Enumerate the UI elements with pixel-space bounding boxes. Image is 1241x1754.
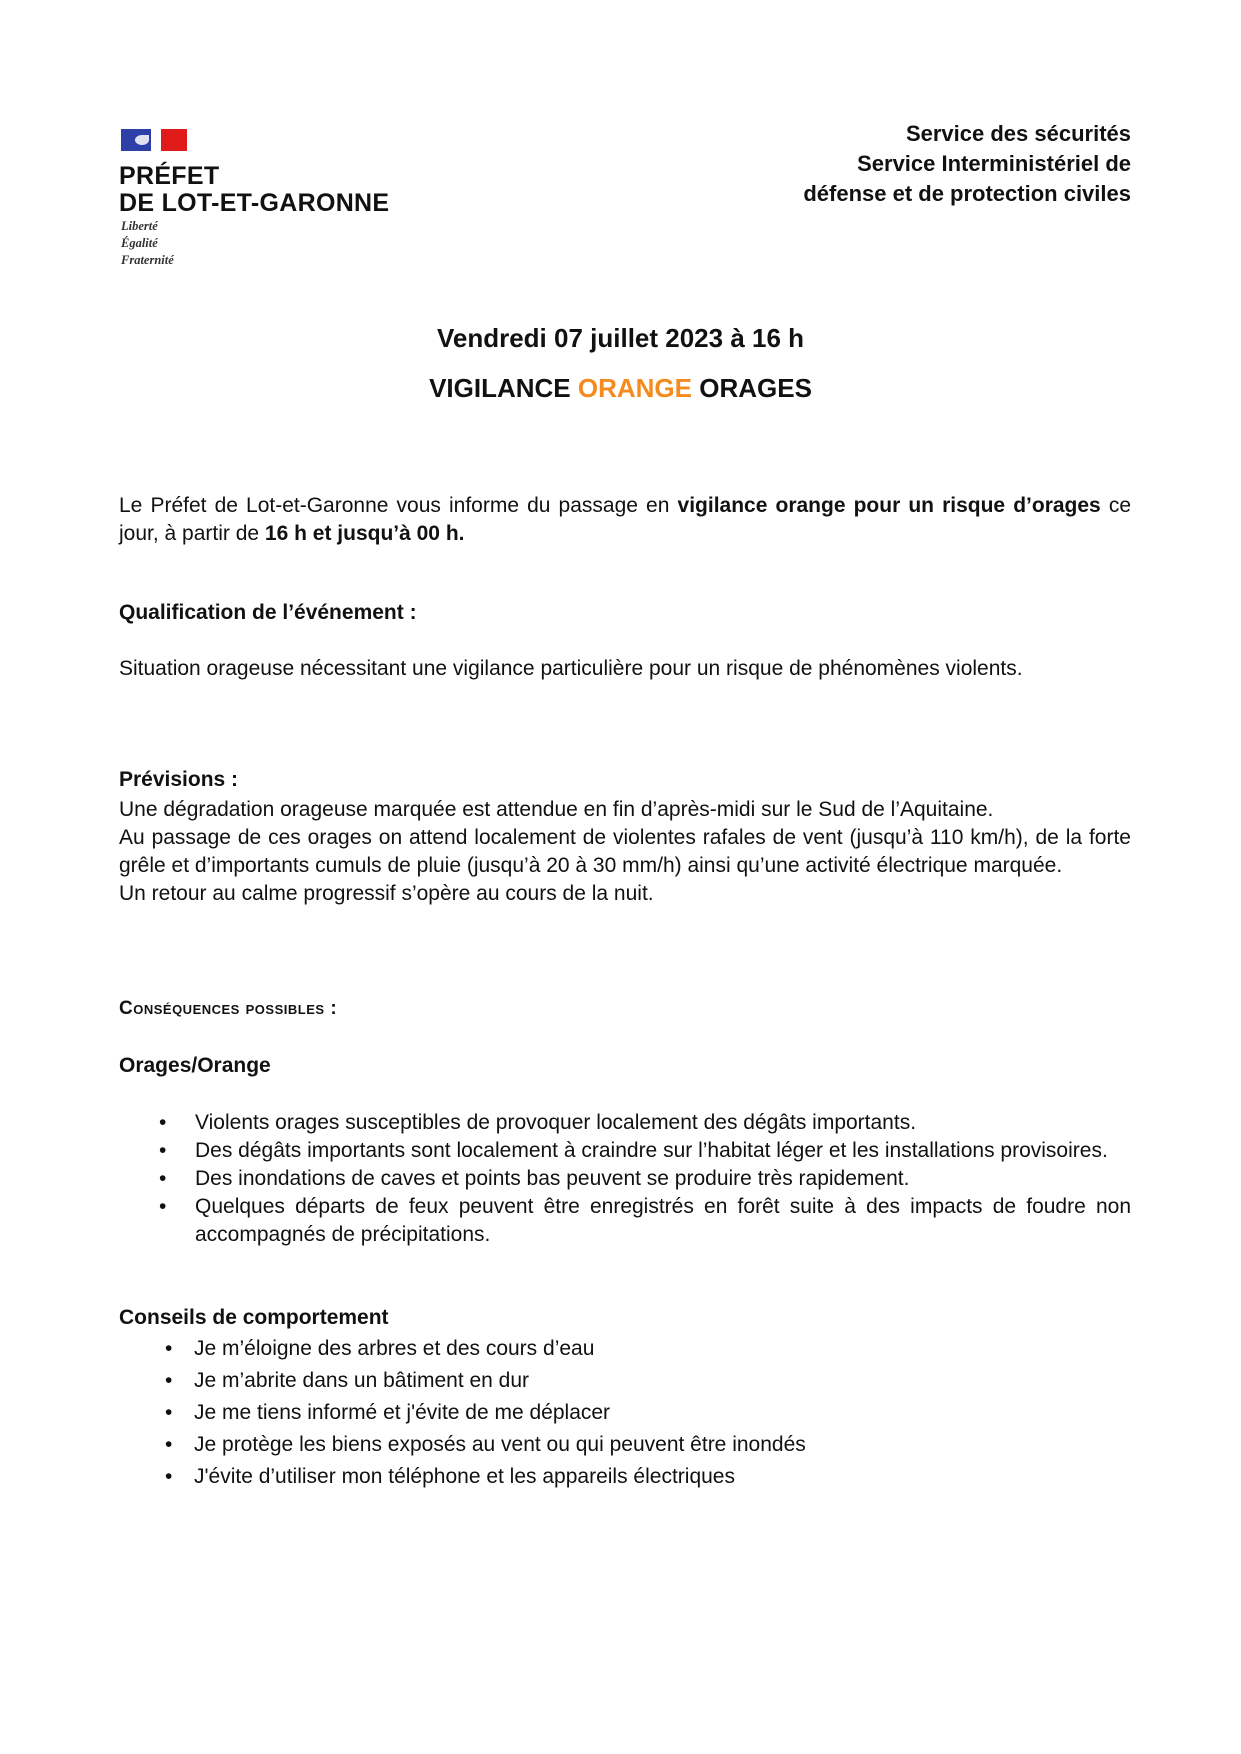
- motto-fraternite: Fraternité: [121, 253, 174, 267]
- conseil-item: • J'évite d’utiliser mon téléphone et les appareils électriques: [119, 1461, 1130, 1493]
- conseil-item: • Je protège les biens exposés au vent ou qui peuvent être inondés: [119, 1429, 1130, 1461]
- logo-title-line1: PRÉFET: [119, 162, 220, 190]
- conseil-item: • Je me tiens informé et j'évite de me déplacer: [119, 1397, 1130, 1429]
- consequences-heading: Conséquences possibles :: [119, 998, 338, 1019]
- consequence-item: • Des dégâts importants sont localement à craindre sur l’habitat léger et les installations provisoires.: [119, 1137, 1131, 1165]
- service-line-3: défense et de protection civiles: [803, 181, 1131, 206]
- flag-red: [161, 129, 187, 151]
- motto-liberte: Liberté: [121, 219, 158, 233]
- conseils-list: [119, 1333, 1130, 1493]
- prevision-line: Une dégradation orageuse marquée est attendue en fin d’après-midi sur le Sud de l’Aquitaine.: [119, 798, 994, 821]
- intro-bold-2: 16 h et jusqu’à 00 h.: [264, 522, 465, 545]
- conseils-heading: Conseils de comportement: [119, 1306, 389, 1329]
- previsions-heading: Prévisions :: [119, 768, 239, 791]
- consequence-item: • Quelques départs de feux peuvent être enregistrés en forêt suite à des impacts de foudre non accompagnés de précipitations.: [119, 1193, 1131, 1249]
- marianne-profile: [135, 135, 149, 145]
- qualification-heading: Qualification de l’événement :: [119, 601, 417, 624]
- prevision-line: Au passage de ces orages on attend localement de violentes rafales de vent (jusqu’à 110 km/h), de la forte grêle et d’importants cumuls de pluie (jusqu’à 20 à 30 mm/h) ainsi qu’une activité électrique marquée.: [119, 826, 1131, 877]
- prevision-line: Un retour au calme progressif s’opère au cours de la nuit.: [119, 882, 654, 905]
- consequences-subheading: Orages/Orange: [119, 1054, 271, 1077]
- intro-text-1: Le Préfet de Lot-et-Garonne vous informe du passage en: [119, 494, 678, 517]
- vigilance-title: [0, 373, 1241, 404]
- consequence-item: • Des inondations de caves et points bas peuvent se produire très rapidement.: [119, 1165, 1131, 1193]
- logo-title-line2: DE LOT-ET-GARONNE: [119, 189, 390, 217]
- conseil-item: • Je m’éloigne des arbres et des cours d’eau: [119, 1333, 1130, 1365]
- intro-paragraph: [119, 492, 1131, 548]
- vigilance-level: ORANGE: [577, 373, 692, 403]
- service-header: [803, 119, 1131, 209]
- motto-egalite: Égalité: [121, 236, 158, 250]
- service-line-2: Service Interministériel de: [857, 151, 1131, 176]
- intro-bold-1: vigilance orange pour un risque d’orages: [677, 494, 1101, 517]
- service-line-1: Service des sécurités: [905, 121, 1131, 146]
- vigilance-prefix: VIGILANCE: [429, 373, 571, 403]
- consequences-list: [119, 1109, 1131, 1249]
- consequence-item: • Violents orages susceptibles de provoquer localement des dégâts importants.: [119, 1109, 1131, 1137]
- conseil-item: • Je m’abrite dans un bâtiment en dur: [119, 1365, 1130, 1397]
- qualification-text: Situation orageuse nécessitant une vigilance particulière pour un risque de phénomènes violents.: [119, 657, 1023, 680]
- intro-text-2: ce jour, à partir de: [119, 494, 1132, 545]
- motto: [121, 218, 174, 269]
- previsions-body: [119, 796, 1131, 908]
- marianne-flag-icon: [121, 129, 187, 151]
- vigilance-type: ORAGES: [699, 373, 812, 403]
- date-title: Vendredi 07 juillet 2023 à 16 h: [436, 323, 805, 353]
